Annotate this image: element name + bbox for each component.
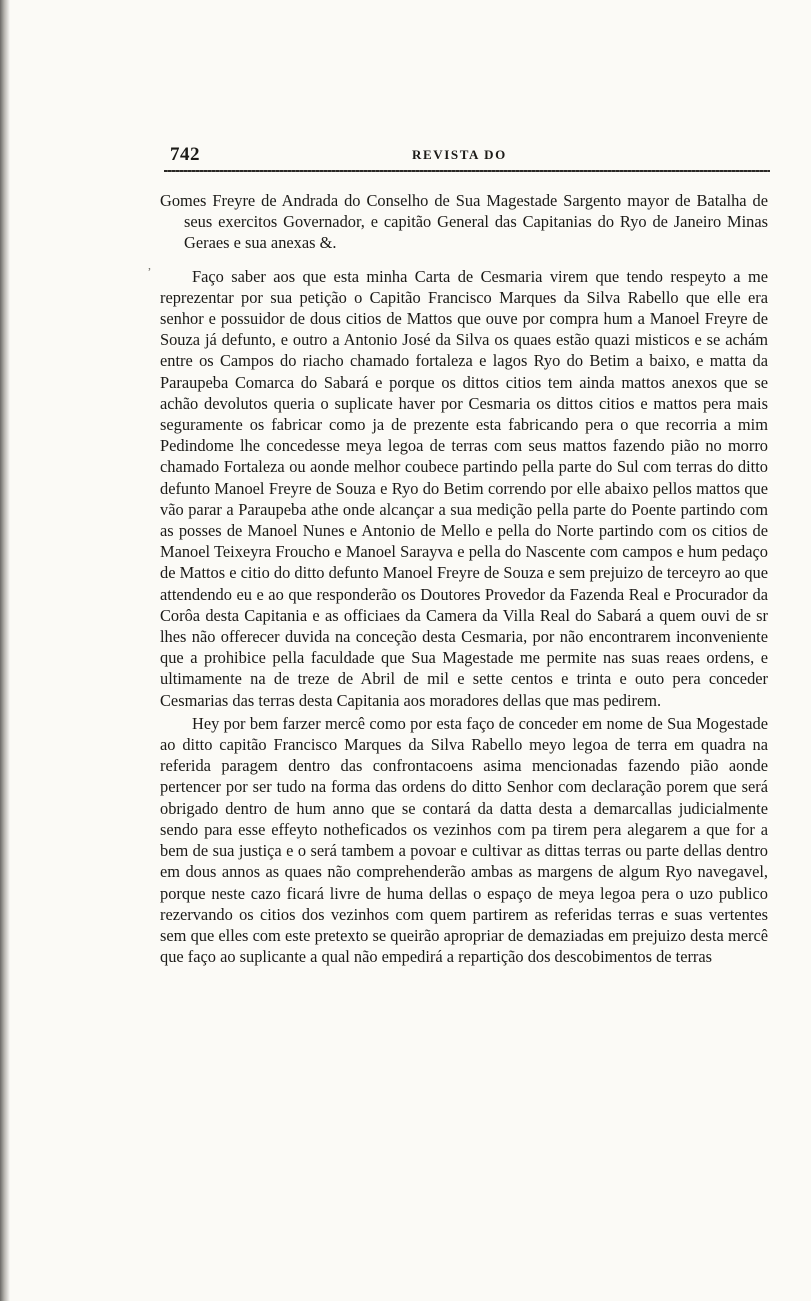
document-body bbox=[160, 190, 768, 967]
page-number: 742 bbox=[170, 144, 200, 165]
binding-gutter-shadow bbox=[0, 0, 10, 1301]
body-paragraph: Hey por bem farzer mercê como por esta faço de conceder em nome de Sua Mogestade ao ditto capitão Francisco Marques da Silva Rabello meyo legoa de terra em quadra na referida paragem dentro das confrontacoens asima mencionadas fazendo pião aonde pertencer por ser tudo na forma das ordens do ditto Senhor com declaração porem que será obrigado dentro de hum anno que se contará da datta desta a demarcallas judicialmente sendo para esse effeyto notheficados os vezinhos com pa tirem pera alegarem a que for a bem de sua justiça e o será tambem a povoar e cultivar as dittas terras ou parte dellas dentro em dous annos as quaes não comprehenderão ambas as margens de algum Ryo navegavel, porque neste cazo ficará livre de huma dellas o espaço de meya legoa pera o uzo publico rezervando os citios dos vezinhos com quem partirem as referidas terras e suas vertentes sem que elles com este pretexto se queirão apropriar de demaziadas em prejuizo desta mercê que faço ao suplicante a qual não empedirá a repartição dos descobimentos de terras bbox=[160, 713, 768, 967]
page-header bbox=[170, 144, 770, 168]
body-paragraph: Faço saber aos que esta minha Carta de Cesmaria virem que tendo respeyto a me reprezentar por sua petição o Capitão Francisco Marques da Silva Rabello que elle era senhor e possuidor de dous citios de Mattos que ouve por compra hum a Manoel Freyre de Souza já defunto, e outro a Antonio José da Silva os quaes estão quazi misticos e se achám entre os Campos do riacho chamado fortaleza e lagos Ryo do Betim a baixo, e matta da Paraupeba Comarca do Sabará e porque os dittos citios tem ainda mattos anexos que se achão devolutos queria o suplicate haver por Cesmaria os dittos citios e mattos pera mais seguramente os fabricar como ja de prezente esta fabricando pera o que recorria a mim Pedindome lhe concedesse meya legoa de terras com seus mattos fazendo pião no morro chamado Fortaleza ou aonde melhor coubece partindo pella parte do Sul com terras do ditto defunto Manoel Freyre de Souza e Ryo do Betim correndo por elle abaixo pellos mattos que vão parar a Paraupeba athe onde alcançar a sua medição pella parte do Poente partindo com as posses de Manoel Nunes e Antonio de Mello e pella do Norte partindo com os citios de Manoel Teixeyra Froucho e Manoel Sarayva e pella do Nascente com campos e hum pedaço de Mattos e citio do ditto defunto Manoel Freyre de Souza e sem prejuizo de terceyro ao que attendendo eu e ao que responderão os Doutores Provedor da Fazenda Real e Procurador da Corôa desta Capitania e as officiaes da Camera da Villa Real do Sabará a quem ouvi de sr lhes não offerecer duvida na conceção desta Cesmaria, por não encontrarem inconveniente que a prohibice pella faculdade que Sua Magestade me permite nas suas reaes ordens, e ultimamente na de treze de Abril de mil e sette centos e trinta e outo pera conceder Cesmarias das terras desta Capitania aos moradores dellas que mas pedirem. bbox=[160, 266, 768, 710]
running-title: REVISTA DO bbox=[412, 147, 507, 162]
intro-paragraph: Gomes Freyre de Andrada do Conselho de Sua Magestade Sargento mayor de Batalha de seus exercitos Governador, e capitão General das Capitanias do Ryo de Janeiro Minas Geraes e sua anexas &. bbox=[160, 191, 768, 253]
header-rule bbox=[164, 170, 770, 172]
margin-mark: , bbox=[148, 258, 151, 272]
